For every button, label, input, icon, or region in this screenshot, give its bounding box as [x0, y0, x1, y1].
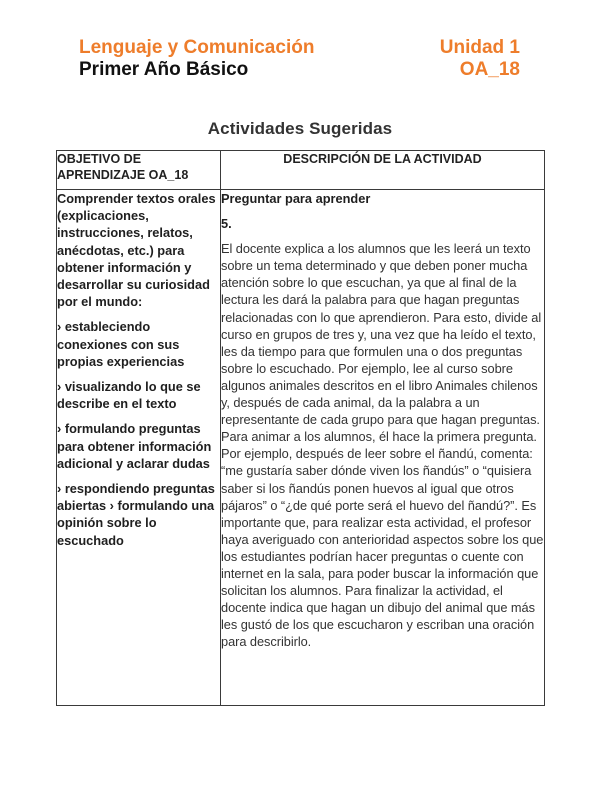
objective-intro: Comprender textos orales (explicaciones, instrucciones, relatos, anécdotas, etc.) para obtener información y desarrollar su curiosidad por el mundo:	[57, 191, 216, 310]
objective-item: › formulando preguntas para obtener información adicional y aclarar dudas	[57, 421, 212, 471]
objective-item: › visualizando lo que se describe en el texto	[57, 379, 201, 412]
section-title: Actividades Sugeridas	[207, 119, 393, 138]
table-row	[57, 190, 545, 706]
activity-number: 5.	[221, 216, 232, 232]
subject-title: Lenguaje y Comunicación	[79, 37, 315, 58]
objective-item: › respondiendo preguntas abiertas › formulando una opinión sobre lo escuchado	[57, 481, 215, 548]
activity-title: Preguntar para aprender	[221, 191, 371, 206]
description-cell	[221, 190, 545, 706]
activities-table	[56, 150, 545, 706]
activity-body: El docente explica a los alumnos que les leerá un texto sobre un tema determinado y que deben poner mucha atención sobre lo que escuchan, ya que al final de la lectura les dará la palabra para que hagan preguntas relacionadas con lo que aprendieron. Para esto, divide al curso en grupos de tres y, una vez que ha leído el texto, les da tiempo para que formulen una o dos preguntas sobre lo escuchado. Por ejemplo, lee al curso sobre algunos animales descritos en el libro Animales chilenos y, después de cada animal, da la palabra a un representante de cada grupo para que hagan preguntas. Para animar a los alumnos, él hace la primera pregunta. Por ejemplo, después de leer sobre el ñandú, comenta: “me gustaría saber dónde viven los ñandús” o “quisiera saber si los ñandús ponen huevos al igual que otros pájaros” o “¿de qué porte será el huevo del ñandú?”. Es importante que, para realizar esta actividad, el profesor haya averiguado con anterioridad aspectos sobre los que los estudiantes podrían hacer preguntas o cuente con internet en la sala, para poder buscar la información que solicitan los alumnos. Para finalizar la actividad, el docente indica que hagan un dibujo del animal que más les gustó de los que escucharon y escriban una oración para describirlo.	[221, 241, 544, 650]
objective-item: › estableciendo conexiones con sus propias experiencias	[57, 319, 185, 369]
page-header	[79, 36, 521, 81]
description-column-header: DESCRIPCIÓN DE LA ACTIVIDAD	[221, 151, 545, 190]
header-row-bottom	[79, 59, 521, 81]
objective-cell	[57, 190, 221, 706]
oa-code-label: OA_18	[459, 59, 520, 80]
header-row-top	[79, 36, 521, 59]
grade-label: Primer Año Básico	[79, 59, 249, 80]
unit-label: Unidad 1	[439, 37, 520, 58]
table-header-row	[57, 151, 545, 190]
objective-column-header: OBJETIVO DE APRENDIZAJE OA_18	[57, 151, 221, 190]
